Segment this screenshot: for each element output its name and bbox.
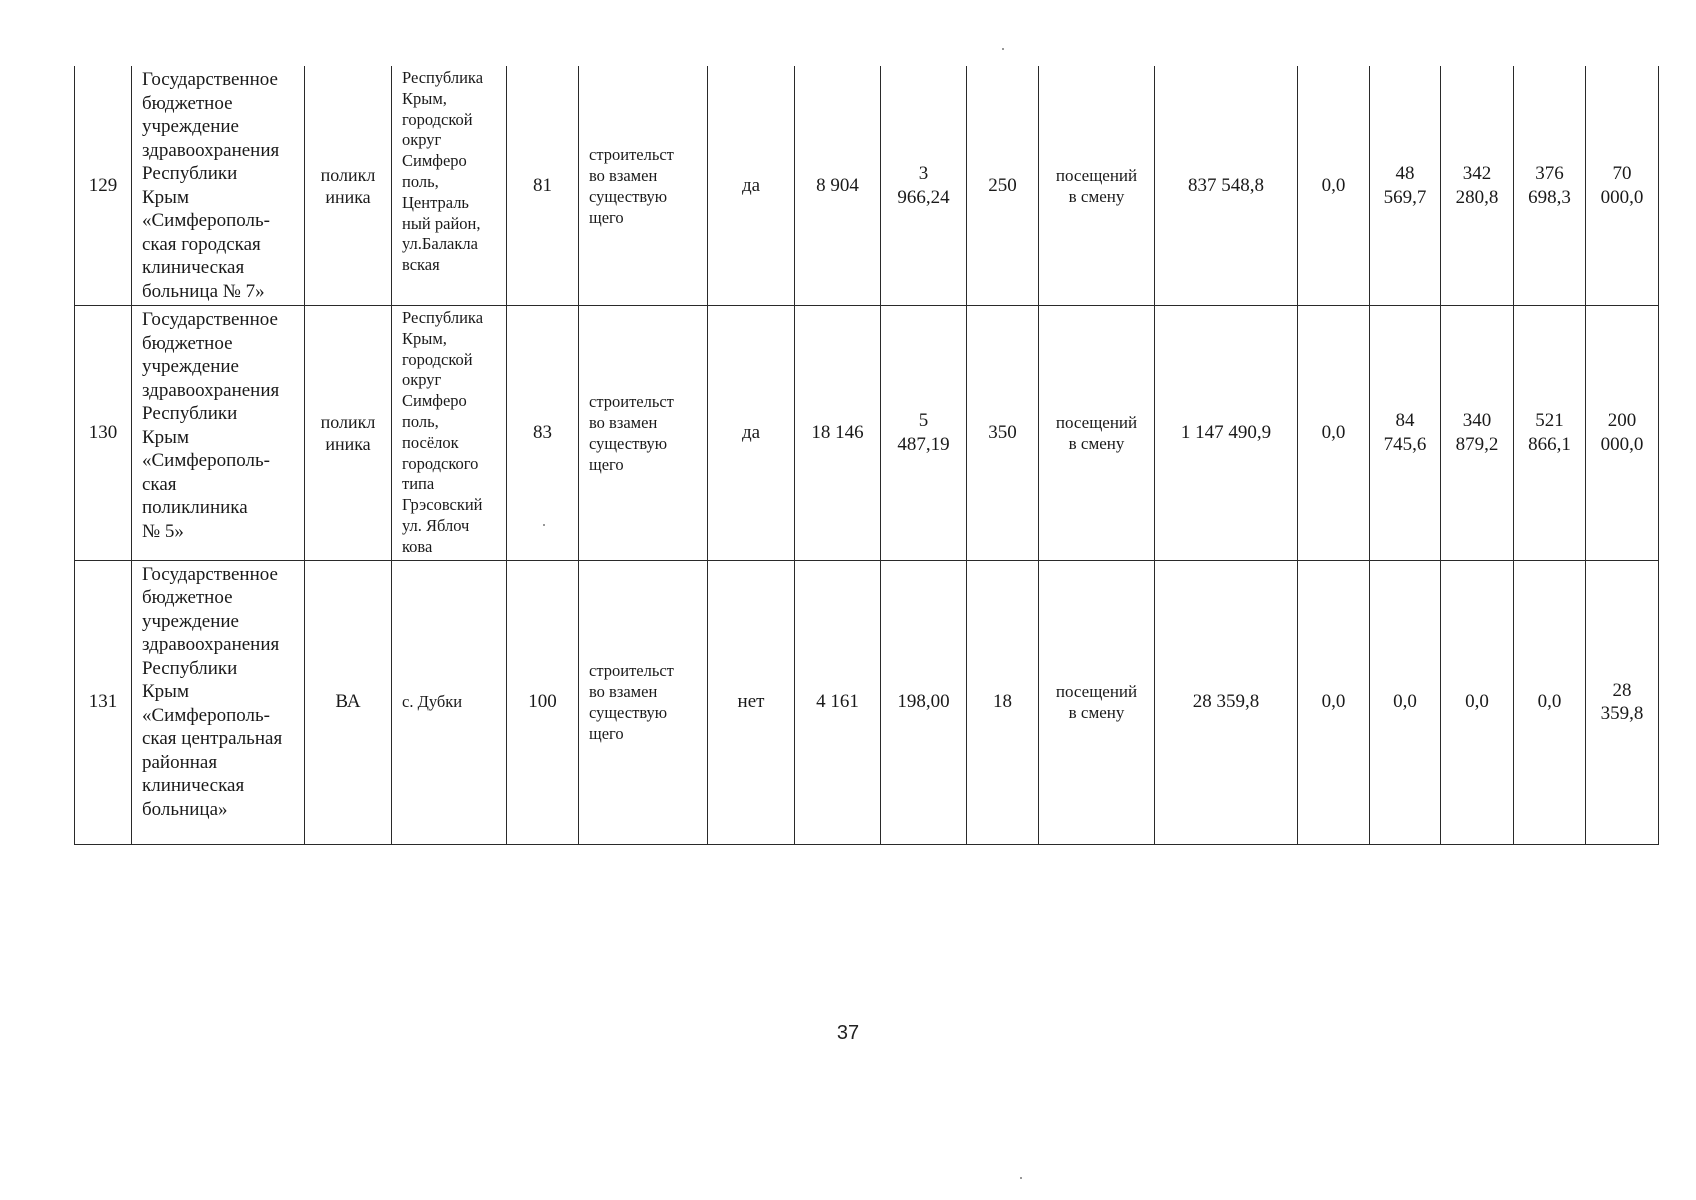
area-cell: 4 161 [795, 560, 881, 844]
area-cell: 18 146 [795, 306, 881, 561]
capacity-cell: 250 [967, 66, 1039, 306]
institution-name-cell: Государственное бюджетное учреждение здравоохранения Республики Крым «Симферополь- ская центральная районная клиническая больница» [132, 560, 305, 844]
facility-type-cell: поликл иника [305, 66, 392, 306]
amount-cell-2: 84 745,6 [1370, 306, 1441, 561]
address-cell: Республика Крым, городской округ Симферо поль, Централь ный район, ул.Балакла вская [392, 66, 507, 306]
institution-name-cell: Государственное бюджетное учреждение здравоохранения Республики Крым «Симферополь- ская поликлиника № 5» [132, 306, 305, 561]
amount-cell-3: 0,0 [1441, 560, 1514, 844]
amount-cell-1: 0,0 [1298, 66, 1370, 306]
total-cost-cell: 28 359,8 [1155, 560, 1298, 844]
amount-cell-2: 48 569,7 [1370, 66, 1441, 306]
amount-cell-5: 28 359,8 [1586, 560, 1659, 844]
capacity-unit-cell: посещений в смену [1039, 66, 1155, 306]
table-row [75, 306, 1659, 561]
area-cell: 8 904 [795, 66, 881, 306]
code-cell: 81 [507, 66, 579, 306]
facilities-table [74, 66, 1659, 845]
flag-cell: да [708, 306, 795, 561]
row-number-cell: 130 [75, 306, 132, 561]
work-type-cell: строительст во взамен существую щего [579, 306, 708, 561]
total-cost-cell: 1 147 490,9 [1155, 306, 1298, 561]
volume-cell: 198,00 [881, 560, 967, 844]
capacity-cell: 18 [967, 560, 1039, 844]
amount-cell-5: 70 000,0 [1586, 66, 1659, 306]
volume-cell: 5 487,19 [881, 306, 967, 561]
work-type-cell: строительст во взамен существую щего [579, 66, 708, 306]
code-cell: 100 [507, 560, 579, 844]
address-cell: с. Дубки [392, 560, 507, 844]
institution-name-cell: Государственное бюджетное учреждение здравоохранения Республики Крым «Симферополь- ская городская клиническая больница № 7» [132, 66, 305, 306]
work-type-cell: строительст во взамен существую щего [579, 560, 708, 844]
facility-type-cell: поликл иника [305, 306, 392, 561]
amount-cell-5: 200 000,0 [1586, 306, 1659, 561]
scan-speck [1002, 48, 1004, 50]
total-cost-cell: 837 548,8 [1155, 66, 1298, 306]
amount-cell-4: 521 866,1 [1514, 306, 1586, 561]
capacity-cell: 350 [967, 306, 1039, 561]
amount-cell-4: 0,0 [1514, 560, 1586, 844]
capacity-unit-cell: посещений в смену [1039, 560, 1155, 844]
code-cell: 83 [507, 306, 579, 561]
scan-speck [543, 524, 545, 526]
amount-cell-2: 0,0 [1370, 560, 1441, 844]
capacity-unit-cell: посещений в смену [1039, 306, 1155, 561]
page-number: 37 [836, 1022, 860, 1044]
row-number-cell: 131 [75, 560, 132, 844]
amount-cell-1: 0,0 [1298, 560, 1370, 844]
scan-speck [1020, 1177, 1022, 1179]
address-cell: Республика Крым, городской округ Симферо поль, посёлок городского типа Грэсовский ул. Яблоч кова [392, 306, 507, 561]
flag-cell: да [708, 66, 795, 306]
row-number-cell: 129 [75, 66, 132, 306]
facility-type-cell: ВА [305, 560, 392, 844]
table-row [75, 560, 1659, 844]
table-row [75, 66, 1659, 306]
amount-cell-3: 340 879,2 [1441, 306, 1514, 561]
amount-cell-3: 342 280,8 [1441, 66, 1514, 306]
amount-cell-4: 376 698,3 [1514, 66, 1586, 306]
amount-cell-1: 0,0 [1298, 306, 1370, 561]
volume-cell: 3 966,24 [881, 66, 967, 306]
flag-cell: нет [708, 560, 795, 844]
